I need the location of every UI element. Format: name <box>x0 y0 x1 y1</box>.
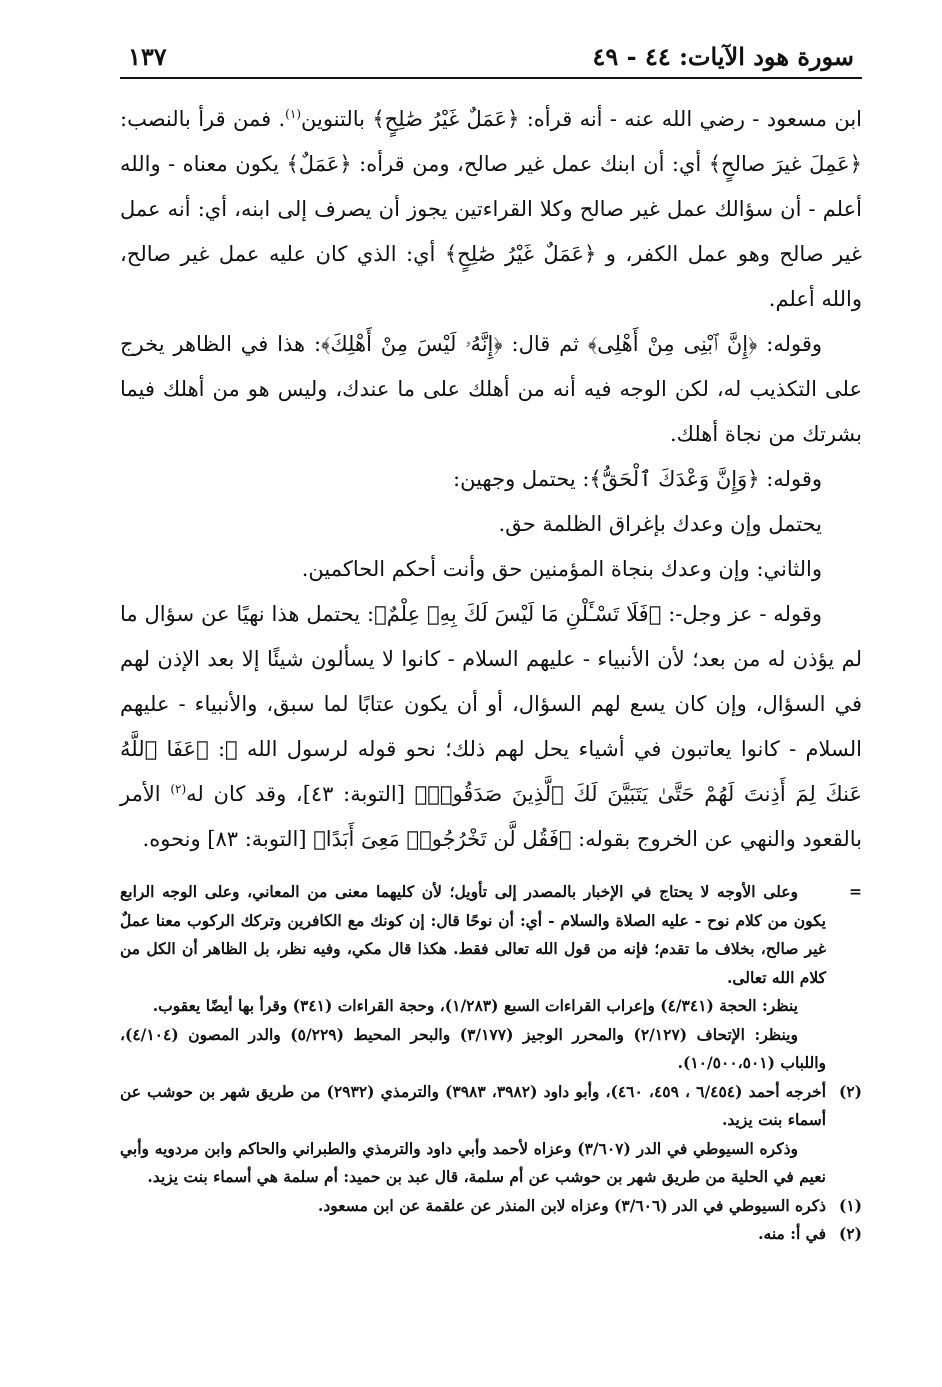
paragraph-4: يحتمل وإن وعدك بإغراق الظلمة حق. <box>498 512 822 536</box>
footnote-paragraph: ينظر: الحجة (٤/٣٤١) وإعراب القراءات السبع (١/٢٨٣)، وحجة القراءات (٣٤١) وقرأ بها أيضًا يعقوب. <box>152 996 798 1015</box>
paragraph-1 <box>120 97 862 322</box>
footnote-item <box>120 1078 862 1192</box>
paragraph-6-text: وقوله - عز وجل-: ﴿فَلَا تَسْـَٔلْنِ مَا لَيْسَ لَكَ بِهِۦ عِلْمٌ﴾: يحتمل هذا نهيًا عن سؤال ما لم يؤذن له من بعد؛ لأن الأنبياء - عليهم السلام - كانوا لا يسألون شيئًا إلا بعد الإذن لهم في السؤال، وإن كان يسع لهم السؤال، أو أن يكون عتابًا لما سبق، والأنبياء - عليهم السلام - كانوا يعاتبون في أشياء يحل لهم ذلك؛ نحو قوله لرسول الله ﷺ: ﴿عَفَا ٱللَّهُ عَنكَ لِمَ أَذِنتَ لَهُمْ حَتَّىٰ يَتَبَيَّنَ لَكَ ٱلَّذِينَ صَدَقُوا۟﴾ [التوبة: ٤٣]، وقد كان له <box>120 602 862 806</box>
footnote-paragraph: وعلى الأوجه لا يحتاج في الإخبار بالمصدر إلى تأويل؛ لأن كليهما معنى من المعاني، وعلى الوجه الرابع يكون من كلام نوح - عليه الصلاة والسلام - أي: أن نوحًا قال: إن كونك مع الكافرين وتركك الركوب معنا عملٌ غير صالح، بخلاف ما تقدم؛ فإنه من قول الله تعالى فقط. هكذا قال مكي، وفيه نظر، بل الظاهر أن الكل من كلام الله تعالى. <box>120 882 826 987</box>
footnote-body <box>120 1220 826 1249</box>
footnote-continued <box>120 878 862 1078</box>
running-header <box>120 42 862 79</box>
footnote-body <box>120 1078 826 1192</box>
footnote-marker: (٢) <box>838 1081 862 1101</box>
footnote-body <box>120 878 826 1078</box>
surah-title: سورة هود الآيات: ٤٤ - ٤٩ <box>592 42 854 71</box>
paragraph-6-rest: الأمر بالقعود والنهي عن الخروج بقوله: ﴿فَقُل لَّن تَخْرُجُوا۟ مَعِىَ أَبَدًا﴾ [التوبة: ٨٣] ونحوه. <box>120 782 862 851</box>
footnote-ref-2: (٢) <box>170 782 187 796</box>
footnote-item <box>120 1220 862 1249</box>
footnote-paragraph: وينظر: الإتحاف (٢/١٢٧) والمحرر الوجيز (٣/١٧٧) والبحر المحيط (٥/٢٢٩) والدر المصون (٤/١٠٤)، واللباب (١٠/٥٠٠،٥٠١). <box>120 1024 826 1072</box>
paragraph-1-text: ابن مسعود - رضي الله عنه - أنه قرأه: ﴿عَمَلٌ غَيْرُ صَٰلِحٍ﴾ بالتنوين <box>301 107 863 131</box>
main-text <box>120 97 862 862</box>
footnote-marker: (١) <box>838 1195 862 1215</box>
paragraph-1-rest: . فمن قرأ بالنصب: ﴿عَمِلَ غيرَ صالحٍ﴾ أي: أن ابنك عمل غير صالح، ومن قرأه: ﴿عَمَلٌ﴾ يكون معناه - والله أعلم - أن سؤالك عمل غير صالح وكلا القراءتين يجوز أن يصرف إلى ابنه، أي: أنه عمل غير صالح وهو عمل الكفر، و ﴿عَمَلٌ غَيْرُ صَٰلِحٍ﴾ أي: الذي كان عليه عمل غير صالح، والله أعلم. <box>120 107 862 311</box>
footnote-paragraph: ذكره السيوطي في الدر (٣/٦٠٦) وعزاه لابن المنذر عن علقمة عن ابن مسعود. <box>317 1195 826 1215</box>
paragraph-6 <box>120 592 862 862</box>
paragraph-2: وقوله: ﴿إِنَّ ٱبْنِى مِنْ أَهْلِى﴾ ثم قال: ﴿إِنَّهُۥ لَيْسَ مِنْ أَهْلِكَ﴾: هذا في الظاهر يخرج على التكذيب له، لكن الوجه فيه أنه من أهلك على ما عندك، وليس هو من أهلك فيما بشرتك من نجاة أهلك. <box>120 332 862 446</box>
page-number: ١٣٧ <box>128 42 167 71</box>
paragraph-5: والثاني: وإن وعدك بنجاة المؤمنين حق وأنت أحكم الحاكمين. <box>301 557 822 581</box>
footnote-item <box>120 1192 862 1221</box>
footnote-paragraph: أخرجه أحمد (٦/٤٥٤ ، ٤٥٩، ٤٦٠)، وأبو داود (٣٩٨٢، ٣٩٨٣) والترمذي (٢٩٣٢) من طريق شهر بن حوشب عن أسماء بنت يزيد. <box>120 1081 827 1129</box>
footnote-paragraph: وذكره السيوطي في الدر (٣/٦٠٧) وعزاه لأحمد وأبي داود والترمذي والطبراني والحاكم وابن مردويه وأبي نعيم في الحلية من طريق شهر بن حوشب عن أم سلمة، قال عبد بن حميد: أم سلمة هي أسماء بنت يزيد. <box>120 1138 826 1186</box>
footnote-marker: (٢) <box>838 1224 862 1243</box>
footnote-ref-1: (١) <box>285 107 301 121</box>
footnote-paragraph: في أ: منه. <box>758 1224 826 1243</box>
footnote-body <box>120 1192 826 1221</box>
footnote-marker: = <box>849 882 862 901</box>
paragraph-3: وقوله: ﴿وَإِنَّ وَعْدَكَ ٱلْحَقُّ﴾: يحتمل وجهين: <box>453 467 822 491</box>
footnotes <box>120 878 862 1249</box>
